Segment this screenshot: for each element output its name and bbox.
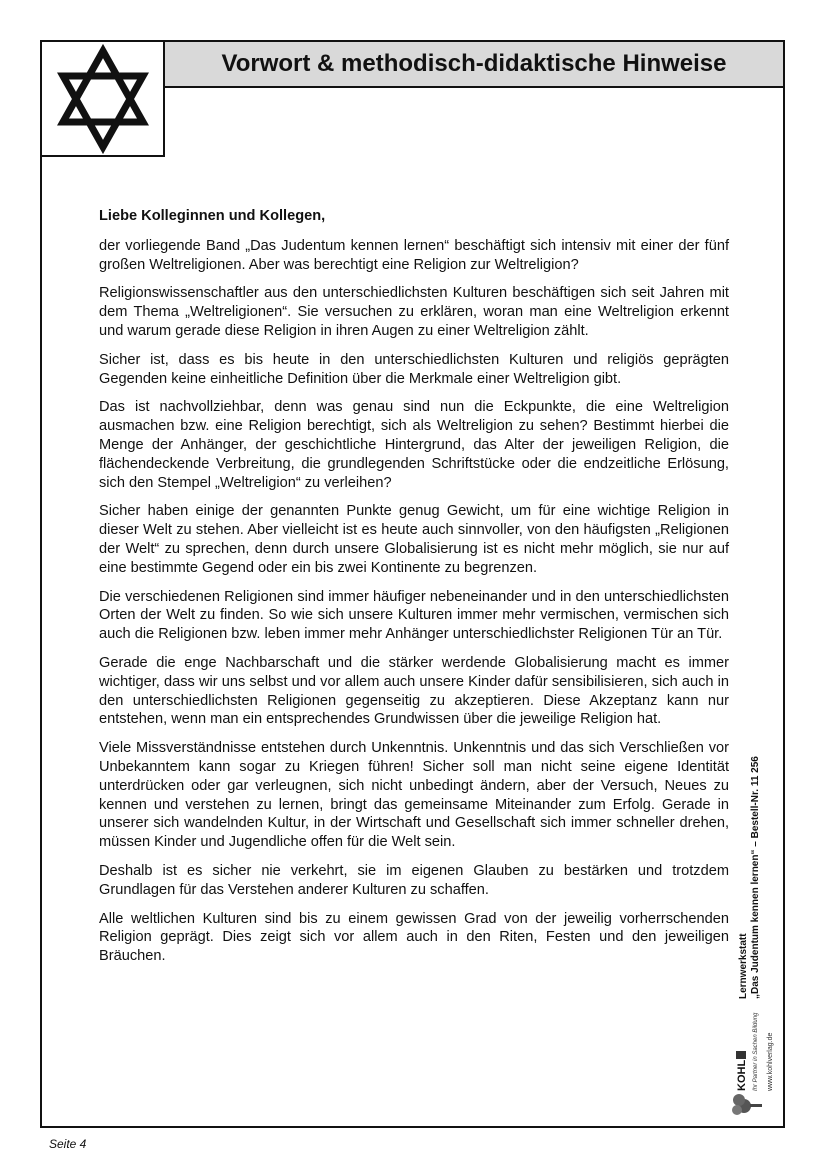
- emblem-box: [40, 40, 165, 157]
- page-title: Vorwort & methodisch-didaktische Hinweise: [221, 50, 727, 77]
- paragraph: Gerade die enge Nachbarschaft und die stärker werdende Globalisierung macht es immer wichtiger, dass wir uns selbst und vor allem auch unsere Kinder dafür sensibilisieren, sich auch in den unterschiedlichsten Religionen gegenseitig zu akzeptieren. Diese Akzeptanz kann nur entstehen, wenn man ein entsprechendes Grundwissen über die jeweilige Religion hat.: [99, 654, 729, 728]
- paragraph: Die verschiedenen Religionen sind immer häufiger nebeneinander und in den unterschiedlichsten Orten der Welt zu finden. So wie sich unsere Kulturen immer mehr vermischen, vermischen sich auch die Religionen bzw. leben immer mehr Anhänger unterschiedlichster Religionen Tür an Tür.: [99, 588, 729, 643]
- page-number: Seite 4: [49, 1137, 87, 1151]
- title-bar: [163, 40, 785, 88]
- svg-text:www.kohlverlag.de: www.kohlverlag.de: [767, 1032, 774, 1091]
- svg-text:KOHL: KOHL: [736, 1059, 748, 1091]
- paragraph: Religionswissenschaftler aus den unterschiedlichsten Kulturen beschäftigen sich seit Jahren mit dem Thema „Weltreligionen“. Sie versuchen zu erklären, woran man eine Weltreligion erkennt und warum gerade diese Religion in ihren Augen zu einer Weltreligion zählt.: [99, 285, 729, 339]
- publisher-sidebar: [728, 757, 788, 1117]
- sidebar-order-info: „Das Judentum kennen lernen“ – Bestell-Nr. 11 256: [750, 756, 761, 999]
- greeting: Liebe Kolleginnen und Kollegen,: [99, 208, 326, 224]
- star-of-david-icon: [55, 43, 151, 155]
- paragraph: Alle weltlichen Kulturen sind bis zu einem gewissen Grad von der jeweilig vorherrschenden Religion geprägt. Dies zeigt sich vor allem auch in den Riten, Festen und den jeweiligen Bräuchen.: [99, 910, 729, 965]
- paragraph: Das ist nachvollziehbar, denn was genau sind nun die Eckpunkte, die eine Weltreligion ausmachen bzw. eine Religion berechtigt, sich als Weltreligion zu sehen? Bestimmt hierbei die Menge der Anhänger, der geschichtliche Hintergrund, das Alter der jeweiligen Religion, die flächendeckende Verbreitung, die grundlegenden Schriftstücke oder die endzeitliche Erlösung, sich den Stempel „Weltreligion“ zu verleihen?: [99, 399, 729, 491]
- body-text: [99, 207, 729, 976]
- paragraph: der vorliegende Band „Das Judentum kennen lernen“ beschäftigt sich intensiv mit einer der fünf großen Weltreligionen. Aber was berechtigt eine Religion zur Weltreligion?: [99, 237, 729, 273]
- paragraph: Deshalb ist es sicher nie verkehrt, sie im eigenen Glauben zu bestärken und trotzdem Grundlagen für das Verstehen anderer Kulturen zu schaffen.: [99, 862, 729, 898]
- sidebar-series-label: Lernwerkstatt: [738, 933, 749, 999]
- paragraph: Viele Missverständnisse entstehen durch Unkenntnis. Unkenntnis und das sich Verschließen vor Unbekanntem kann sogar zu Kriegen führen! Sicher soll man nicht seine eigene Identität unterdrücken oder gar verleugnen, sich nicht unbedingt ändern, aber der Versuch, Neues zu kennen und verstehen zu lernen, bringt das gemeinsame Miteinander zum Erfolg. Gerade in unserer sich wandelnden Kultur, in der Wirtschaft und Gesellschaft sich immer schneller drehen, müssen Kinder und Jugendliche offen für die Welt sein.: [99, 740, 729, 851]
- paragraph: Sicher haben einige der genannten Punkte genug Gewicht, um für eine wichtige Religion in dieser Welt zu stehen. Aber vielleicht ist es heute auch sinnvoller, von den häufigsten „Religionen der Welt“ zu sprechen, denn durch unsere Globalisierung ist es nicht mehr möglich, sie nur auf eine bestimmte Gegend oder ein bis zwei Kontinente zu begrenzen.: [99, 503, 729, 576]
- paragraph: Sicher ist, dass es bis heute in den unterschiedlichsten Kulturen und religiös geprägten Gegenden keine einheitliche Definition über die Merkmale einer Weltreligion gibt.: [99, 351, 729, 387]
- publisher-logo: [730, 1005, 780, 1117]
- svg-text:Ihr Partner in Sachen Bildung: Ihr Partner in Sachen Bildung: [753, 1012, 759, 1091]
